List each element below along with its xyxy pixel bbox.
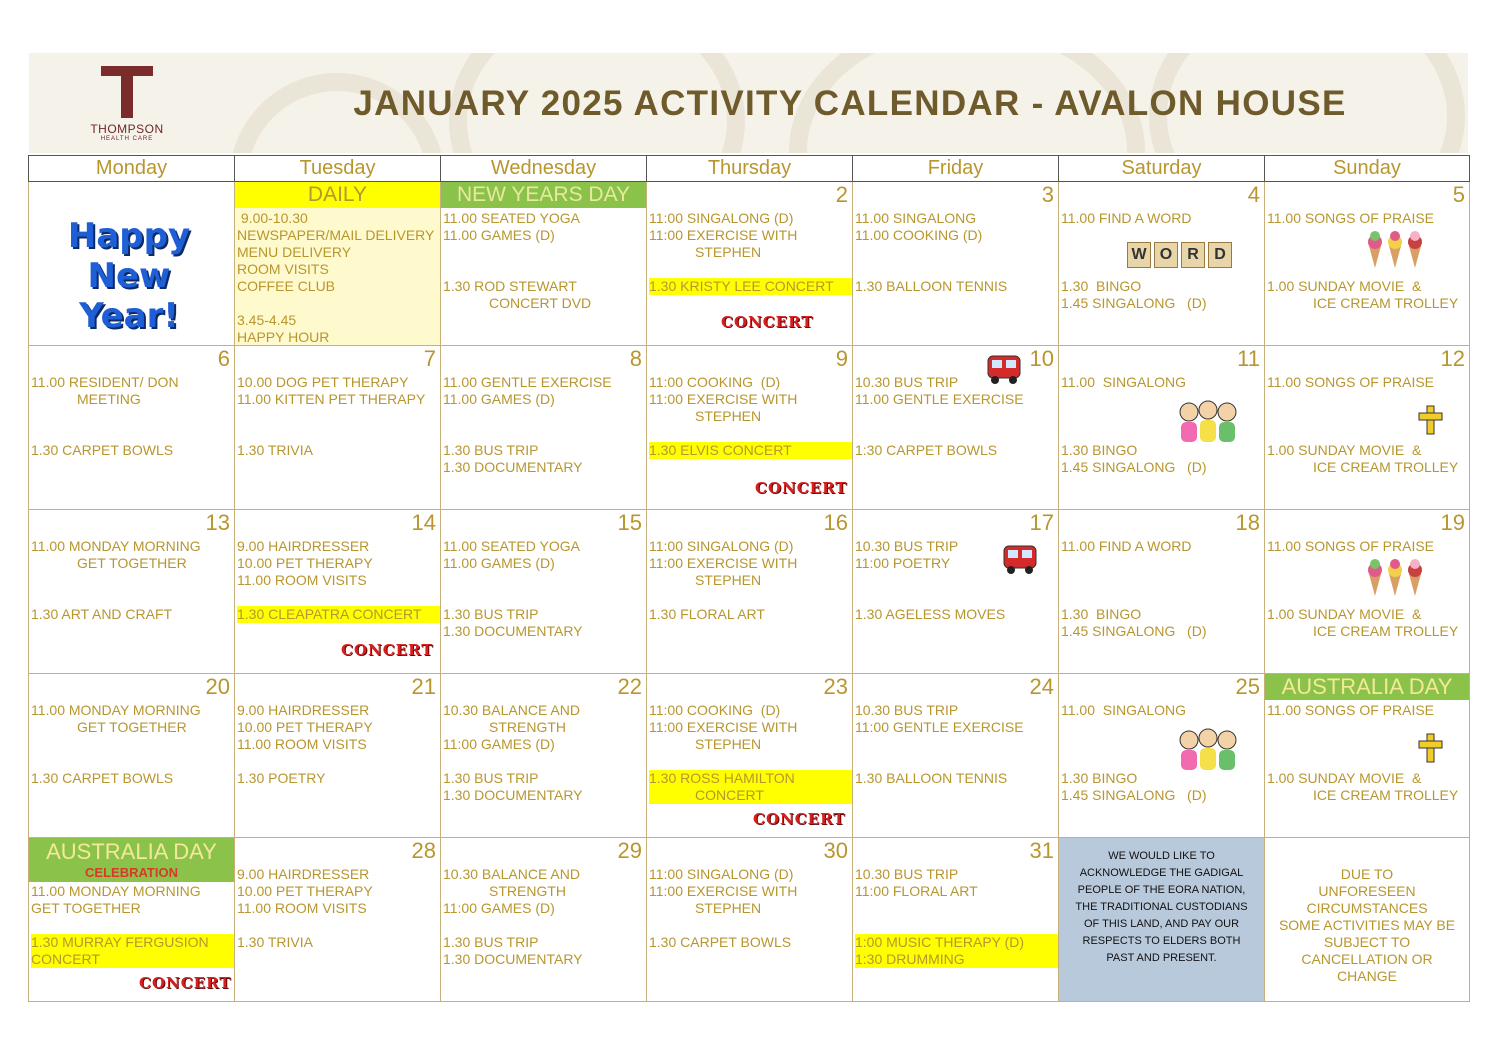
day-cell-thu-23 bbox=[647, 674, 853, 838]
word-tiles-icon: W O R D bbox=[1127, 242, 1232, 268]
activity-line bbox=[1061, 572, 1264, 589]
activity-line: 11.00 MONDAY MORNING bbox=[31, 538, 201, 554]
day-items bbox=[443, 866, 646, 968]
day-number: 11 bbox=[1237, 346, 1260, 371]
day-items bbox=[443, 702, 646, 804]
activity-line: 11:00 POETRY bbox=[855, 555, 951, 571]
day-items bbox=[31, 538, 234, 623]
activity-line: 11:00 EXERCISE WITH bbox=[649, 391, 798, 407]
day-cell-thu-9 bbox=[647, 346, 853, 510]
activity-line: PAST AND PRESENT. bbox=[1106, 952, 1217, 964]
day-number: 3 bbox=[1041, 182, 1054, 207]
day-cell-tue-28 bbox=[235, 838, 441, 1002]
activity-line: 1.30 CARPET BOWLS bbox=[31, 770, 174, 786]
activity-line: 9.00 HAIRDRESSER bbox=[237, 702, 370, 718]
day-number: 25 bbox=[1235, 674, 1260, 699]
activity-line: 10.30 BUS TRIP bbox=[855, 702, 959, 718]
day-items bbox=[443, 374, 646, 476]
day-cell-mon-13 bbox=[29, 510, 235, 674]
activity-line: STRENGTH bbox=[489, 883, 566, 899]
day-number: 30 bbox=[823, 838, 848, 863]
activity-line bbox=[443, 753, 646, 770]
activity-line: 11.00 SEATED YOGA bbox=[443, 538, 580, 554]
activity-line bbox=[1061, 589, 1264, 606]
activity-line: 11.00 SONGS OF PRAISE bbox=[1267, 538, 1435, 554]
activity-line: MEETING bbox=[77, 391, 141, 407]
activity-line: ICE CREAM TROLLEY bbox=[1313, 623, 1459, 639]
activity-line bbox=[649, 589, 852, 606]
activity-line: 9.00 HAIRDRESSER bbox=[237, 538, 370, 554]
day-number: 31 bbox=[1029, 838, 1054, 863]
activity-line: 11.00 GAMES (D) bbox=[443, 227, 555, 243]
activity-line bbox=[443, 917, 646, 934]
activity-line: 1.00 SUNDAY MOVIE & bbox=[1267, 442, 1422, 458]
day-items bbox=[237, 866, 440, 951]
activity-line: 11.00 KITTEN PET THERAPY bbox=[237, 391, 426, 407]
activity-line: PEOPLE OF THE EORA NATION, bbox=[1077, 884, 1246, 896]
activity-line: 1.30 CARPET BOWLS bbox=[649, 934, 792, 950]
activity-line: 10.30 BALANCE AND bbox=[443, 702, 580, 718]
day-cell-wed-22 bbox=[441, 674, 647, 838]
activity-line: 1.30 BUS TRIP bbox=[443, 770, 539, 786]
activity-line: 1.30 AGELESS MOVES bbox=[855, 606, 1006, 622]
activity-line bbox=[443, 261, 646, 278]
activity-line: SUBJECT TO bbox=[1323, 934, 1411, 950]
day-cell-mon-w1 bbox=[29, 182, 235, 346]
activity-line: ICE CREAM TROLLEY bbox=[1313, 459, 1459, 475]
activity-line: 1.30 BINGO bbox=[1061, 770, 1138, 786]
cross-icon bbox=[1415, 730, 1445, 764]
activity-line: 10.30 BUS TRIP bbox=[855, 538, 959, 554]
activity-line: 1.45 SINGALONG (D) bbox=[1061, 787, 1207, 803]
activity-line: HAPPY HOUR bbox=[237, 329, 330, 345]
concert-image: CONCERT bbox=[139, 974, 232, 992]
australia-day-label: AUSTRALIA DAY CELEBRATION bbox=[29, 838, 234, 882]
day-number: 28 bbox=[411, 838, 436, 863]
activity-line: 11.00 GENTLE EXERCISE bbox=[855, 391, 1024, 407]
activity-line: 1.30 BALLOON TENNIS bbox=[855, 278, 1008, 294]
activity-line: STEPHEN bbox=[695, 244, 762, 260]
activity-line bbox=[237, 425, 440, 442]
header-tuesday: Tuesday bbox=[235, 156, 441, 182]
activity-line: 11:00 SINGALONG (D) bbox=[649, 538, 794, 554]
activity-line: ICE CREAM TROLLEY bbox=[1313, 787, 1459, 803]
activity-line bbox=[31, 408, 234, 425]
activity-line: 11:00 COOKING (D) bbox=[649, 374, 781, 390]
activity-line bbox=[237, 753, 440, 770]
day-cell-mon-australia-day-celebration bbox=[29, 838, 235, 1002]
bus-icon bbox=[1001, 542, 1039, 576]
week-row-1 bbox=[29, 182, 1470, 346]
concert-image: CONCERT bbox=[753, 810, 846, 828]
day-items bbox=[649, 374, 852, 459]
activity-line bbox=[855, 753, 1058, 770]
day-cell-sat-4 bbox=[1059, 182, 1265, 346]
activity-line: 1.30 ROD STEWART bbox=[443, 278, 577, 294]
activity-line: MENU DELIVERY bbox=[237, 244, 352, 260]
activity-line bbox=[237, 408, 440, 425]
activity-line: 11.00 GAMES (D) bbox=[443, 391, 555, 407]
activity-line bbox=[855, 408, 1058, 425]
activity-line: RESPECTS TO ELDERS BOTH bbox=[1082, 935, 1241, 947]
day-number: 14 bbox=[411, 510, 436, 535]
activity-line bbox=[855, 736, 1058, 753]
activity-line: 11.00 SONGS OF PRAISE bbox=[1267, 210, 1435, 226]
activity-line: 11:00 GAMES (D) bbox=[443, 736, 555, 752]
acknowledgement-cell bbox=[1059, 838, 1265, 1002]
activity-line bbox=[649, 917, 852, 934]
activity-line bbox=[443, 408, 646, 425]
day-number: 18 bbox=[1235, 510, 1260, 535]
activity-line: 1.30 TRIVIA bbox=[237, 934, 314, 950]
activity-line: 11.00 GAMES (D) bbox=[443, 555, 555, 571]
activity-line: 11.00 SINGALONG bbox=[855, 210, 977, 226]
activity-line: 11:00 SINGALONG (D) bbox=[649, 210, 794, 226]
day-number: 4 bbox=[1247, 182, 1260, 207]
week-row-2 bbox=[29, 346, 1470, 510]
day-cell-sat-25 bbox=[1059, 674, 1265, 838]
activity-line: 1.45 SINGALONG (D) bbox=[1061, 623, 1207, 639]
day-cell-fri-10 bbox=[853, 346, 1059, 510]
activity-line: 1.30 BUS TRIP bbox=[443, 606, 539, 622]
day-cell-thu-30 bbox=[647, 838, 853, 1002]
week-row-4 bbox=[29, 674, 1470, 838]
day-number: 2 bbox=[835, 182, 848, 207]
activity-line: 10.30 BUS TRIP bbox=[855, 374, 959, 390]
header-friday: Friday bbox=[853, 156, 1059, 182]
activity-line: STEPHEN bbox=[695, 408, 762, 424]
activity-line: 11.00 ROOM VISITS bbox=[237, 572, 367, 588]
day-number: 6 bbox=[217, 346, 230, 371]
week-row-3 bbox=[29, 510, 1470, 674]
day-cell-tue-21 bbox=[235, 674, 441, 838]
day-items bbox=[443, 538, 646, 640]
day-cell-fri-17 bbox=[853, 510, 1059, 674]
day-items bbox=[649, 538, 852, 623]
activity-line: 1.00 SUNDAY MOVIE & bbox=[1267, 278, 1422, 294]
activity-line: 11:00 FLORAL ART bbox=[855, 883, 978, 899]
header-wednesday: Wednesday bbox=[441, 156, 647, 182]
activity-line: ROOM VISITS bbox=[237, 261, 329, 277]
ice-cream-icon bbox=[1365, 230, 1425, 270]
day-cell-thu-16 bbox=[647, 510, 853, 674]
concert-image: CONCERT bbox=[755, 479, 848, 497]
activity-line: UNFORESEEN bbox=[1318, 883, 1416, 899]
activity-line bbox=[855, 900, 1058, 917]
activity-line: 1.45 SINGALONG (D) bbox=[1061, 459, 1207, 475]
activity-line bbox=[443, 244, 646, 261]
day-number: 13 bbox=[205, 510, 230, 535]
activity-line: SOME ACTIVITIES MAY BE bbox=[1278, 917, 1456, 933]
activity-line: GET TOGETHER bbox=[77, 719, 187, 735]
day-items bbox=[649, 702, 852, 804]
day-number: 8 bbox=[629, 346, 642, 371]
day-cell-sat-11 bbox=[1059, 346, 1265, 510]
activity-line: 1.30 MURRAY FERGUSION bbox=[31, 934, 234, 951]
header-saturday: Saturday bbox=[1059, 156, 1265, 182]
cross-icon bbox=[1415, 402, 1445, 436]
activity-line: 10.00 DOG PET THERAPY bbox=[237, 374, 409, 390]
day-cell-fri-24 bbox=[853, 674, 1059, 838]
activity-line: 11:00 GAMES (D) bbox=[443, 900, 555, 916]
schedule-change-notice bbox=[1265, 866, 1469, 985]
logo-name: THOMPSON bbox=[90, 122, 164, 136]
day-items bbox=[855, 866, 1058, 968]
activity-line: 1.30 DOCUMENTARY bbox=[443, 951, 583, 967]
activity-line: 11.00 COOKING (D) bbox=[855, 227, 983, 243]
day-number: 15 bbox=[617, 510, 642, 535]
activity-line: 9.00 HAIRDRESSER bbox=[237, 866, 370, 882]
day-cell-wed-15 bbox=[441, 510, 647, 674]
singing-people-icon bbox=[1175, 726, 1241, 776]
activity-line: 11.00 FIND A WORD bbox=[1061, 210, 1192, 226]
day-items bbox=[443, 210, 646, 312]
day-cell-mon-6 bbox=[29, 346, 235, 510]
day-cell-thu-2 bbox=[647, 182, 853, 346]
daily-items bbox=[237, 210, 440, 346]
activity-line: 11.00 SINGALONG bbox=[1061, 702, 1187, 718]
bus-icon bbox=[985, 352, 1023, 386]
day-cell-tue-daily bbox=[235, 182, 441, 346]
activity-line: ICE CREAM TROLLEY bbox=[1313, 295, 1459, 311]
activity-line: 1.30 FLORAL ART bbox=[649, 606, 765, 622]
day-cell-tue-14 bbox=[235, 510, 441, 674]
activity-line: 11.00 RESIDENT/ DON bbox=[31, 374, 179, 390]
day-cell-sun-5 bbox=[1265, 182, 1470, 346]
day-items bbox=[649, 866, 852, 951]
activity-line: 11.00 SONGS OF PRAISE bbox=[1267, 374, 1435, 390]
activity-line: 11.00 SINGALONG bbox=[1061, 374, 1187, 390]
day-cell-sat-18 bbox=[1059, 510, 1265, 674]
day-cell-mon-20 bbox=[29, 674, 235, 838]
day-number: 7 bbox=[423, 346, 436, 371]
day-number: 22 bbox=[617, 674, 642, 699]
activity-line: ACKNOWLEDGE THE GADIGAL bbox=[1079, 867, 1244, 879]
activity-line: 11:00 SINGALONG (D) bbox=[649, 866, 794, 882]
concert-image: CONCERT bbox=[721, 313, 814, 331]
activity-line: CONCERT bbox=[649, 787, 852, 804]
header-sunday: Sunday bbox=[1265, 156, 1470, 182]
activity-line: OF THIS LAND, AND PAY OUR bbox=[1083, 918, 1240, 930]
activity-line: CANCELLATION OR bbox=[1301, 951, 1433, 967]
activity-line bbox=[855, 589, 1058, 606]
happy-new-year-image: Happy New Year! bbox=[67, 216, 191, 336]
activity-line: 1.30 BALLOON TENNIS bbox=[855, 770, 1008, 786]
australia-day-label: AUSTRALIA DAY bbox=[1265, 674, 1469, 700]
day-items bbox=[31, 883, 234, 968]
activity-line bbox=[649, 261, 852, 278]
activity-line: 11:00 EXERCISE WITH bbox=[649, 555, 798, 571]
activity-line: 11.00 ROOM VISITS bbox=[237, 736, 367, 752]
activity-line: 11.00 GENTLE EXERCISE bbox=[443, 374, 612, 390]
activity-line: 1.00 SUNDAY MOVIE & bbox=[1267, 606, 1422, 622]
day-number: 29 bbox=[617, 838, 642, 863]
activity-line: 1.30 BINGO bbox=[1061, 278, 1142, 294]
activity-line bbox=[31, 589, 234, 606]
ice-cream-icon bbox=[1365, 558, 1425, 598]
activity-line: 10.00 PET THERAPY bbox=[237, 883, 373, 899]
activity-line: 11.00 ROOM VISITS bbox=[237, 900, 367, 916]
activity-line: 10.30 BALANCE AND bbox=[443, 866, 580, 882]
activity-line: STEPHEN bbox=[695, 900, 762, 916]
activity-line: 1.30 BUS TRIP bbox=[443, 442, 539, 458]
concert-image: CONCERT bbox=[341, 641, 434, 659]
activity-line: 10.00 PET THERAPY bbox=[237, 555, 373, 571]
activity-line: 11:00 GENTLE EXERCISE bbox=[855, 719, 1024, 735]
day-items bbox=[237, 702, 440, 787]
activity-line: 3.45-4.45 bbox=[237, 312, 297, 328]
page-title: JANUARY 2025 ACTIVITY CALENDAR - AVALON HOUSE bbox=[353, 84, 1347, 123]
activity-line: THE TRADITIONAL CUSTODIANS bbox=[1075, 901, 1248, 913]
thompson-logo bbox=[80, 66, 174, 146]
daily-label: DAILY bbox=[235, 182, 440, 208]
notice-cell bbox=[1265, 838, 1470, 1002]
logo-t-icon bbox=[101, 66, 153, 118]
celebration-label: CELEBRATION bbox=[85, 865, 178, 880]
activity-line bbox=[31, 425, 234, 442]
day-items bbox=[855, 702, 1058, 787]
day-cell-fri-3 bbox=[853, 182, 1059, 346]
activity-line: 11.00 SONGS OF PRAISE bbox=[1267, 702, 1435, 718]
day-items bbox=[237, 374, 440, 459]
activity-line: CIRCUMSTANCES bbox=[1306, 900, 1428, 916]
day-number: 19 bbox=[1440, 510, 1465, 535]
activity-line: COFFEE CLUB bbox=[237, 278, 336, 294]
activity-line bbox=[31, 917, 234, 934]
activity-line bbox=[237, 917, 440, 934]
activity-line: STRENGTH bbox=[489, 719, 566, 735]
day-items bbox=[237, 538, 440, 623]
day-number: 10 bbox=[1029, 346, 1054, 371]
activity-line: 1.30 CARPET BOWLS bbox=[31, 442, 174, 458]
activity-line bbox=[855, 425, 1058, 442]
day-number: 23 bbox=[823, 674, 848, 699]
activity-line bbox=[1061, 555, 1264, 572]
activity-line: CONCERT DVD bbox=[489, 295, 592, 311]
day-number: 5 bbox=[1452, 182, 1465, 207]
day-cell-sun-19 bbox=[1265, 510, 1470, 674]
day-items bbox=[31, 374, 234, 459]
activity-line bbox=[31, 572, 234, 589]
activity-line: CONCERT bbox=[31, 951, 234, 968]
activity-line: 11:00 EXERCISE WITH bbox=[649, 227, 798, 243]
activity-line bbox=[855, 261, 1058, 278]
activity-line: 1.30 DOCUMENTARY bbox=[443, 459, 583, 475]
day-cell-wed-8 bbox=[441, 346, 647, 510]
activity-line bbox=[649, 425, 852, 442]
activity-line bbox=[649, 753, 852, 770]
activity-line bbox=[443, 589, 646, 606]
activity-line: 1.30 KRISTY LEE CONCERT bbox=[649, 278, 852, 295]
day-items bbox=[31, 702, 234, 787]
activity-line bbox=[855, 917, 1058, 934]
activity-line: 1.30 TRIVIA bbox=[237, 442, 314, 458]
activity-line: 1.30 POETRY bbox=[237, 770, 326, 786]
activity-line: 1.30 DOCUMENTARY bbox=[443, 623, 583, 639]
header-thursday: Thursday bbox=[647, 156, 853, 182]
logo-subtitle: HEALTH CARE bbox=[100, 136, 154, 142]
activity-line bbox=[443, 425, 646, 442]
day-cell-sun-australia-day bbox=[1265, 674, 1470, 838]
activity-line: 1.00 SUNDAY MOVIE & bbox=[1267, 770, 1422, 786]
activity-line bbox=[31, 736, 234, 753]
activity-line: WE WOULD LIKE TO bbox=[1108, 850, 1215, 862]
activity-line bbox=[237, 589, 440, 606]
day-items bbox=[649, 210, 852, 295]
day-cell-sun-12 bbox=[1265, 346, 1470, 510]
activity-line: 1.30 CLEAPATRA CONCERT bbox=[237, 606, 440, 623]
activity-line bbox=[443, 572, 646, 589]
activity-line: 11.00 MONDAY MORNING bbox=[31, 883, 201, 899]
activity-line bbox=[237, 295, 440, 312]
activity-line: STEPHEN bbox=[695, 736, 762, 752]
activity-line: 1:00 MUSIC THERAPY (D) bbox=[855, 934, 1058, 951]
activity-line: 11.00 MONDAY MORNING bbox=[31, 702, 201, 718]
activity-line: 10.30 BUS TRIP bbox=[855, 866, 959, 882]
activity-line: STEPHEN bbox=[695, 572, 762, 588]
singing-people-icon bbox=[1175, 398, 1241, 448]
activity-line: 1.30 DOCUMENTARY bbox=[443, 787, 583, 803]
day-number: 20 bbox=[205, 674, 230, 699]
activity-line: CHANGE bbox=[1337, 968, 1397, 984]
country-acknowledgement bbox=[1059, 838, 1264, 1001]
header-monday: Monday bbox=[29, 156, 235, 182]
new-years-day-label: NEW YEARS DAY bbox=[441, 182, 646, 208]
activity-line: 1.30 ROSS HAMILTON bbox=[649, 770, 852, 787]
activity-line: GET TOGETHER bbox=[31, 900, 141, 916]
activity-line: 1.30 ELVIS CONCERT bbox=[649, 442, 852, 459]
activity-line: 11.00 SEATED YOGA bbox=[443, 210, 580, 226]
day-number: 12 bbox=[1440, 346, 1465, 371]
weekday-header-row bbox=[29, 156, 1470, 182]
activity-line: 1:30 CARPET BOWLS bbox=[855, 442, 998, 458]
day-number: 24 bbox=[1029, 674, 1054, 699]
activity-line: GET TOGETHER bbox=[77, 555, 187, 571]
day-cell-tue-7 bbox=[235, 346, 441, 510]
day-cell-wed-1 bbox=[441, 182, 647, 346]
activity-line: 1.45 SINGALONG (D) bbox=[1061, 295, 1207, 311]
day-cell-wed-29 bbox=[441, 838, 647, 1002]
day-items bbox=[855, 210, 1058, 295]
activity-line: 1:30 DRUMMING bbox=[855, 951, 1058, 968]
day-cell-fri-31 bbox=[853, 838, 1059, 1002]
activity-line: NEWSPAPER/MAIL DELIVERY bbox=[237, 227, 435, 243]
activity-line: 11:00 EXERCISE WITH bbox=[649, 883, 798, 899]
activity-line: 1.30 ART AND CRAFT bbox=[31, 606, 173, 622]
activity-line: 1.30 BUS TRIP bbox=[443, 934, 539, 950]
day-number: 16 bbox=[823, 510, 848, 535]
day-number: 21 bbox=[411, 674, 436, 699]
activity-line bbox=[855, 244, 1058, 261]
activity-calendar bbox=[28, 155, 1470, 1002]
day-number: 9 bbox=[835, 346, 848, 371]
week-row-5 bbox=[29, 838, 1470, 1002]
activity-line: 11:00 COOKING (D) bbox=[649, 702, 781, 718]
day-items bbox=[855, 374, 1058, 459]
activity-line: 1.30 BINGO bbox=[1061, 606, 1142, 622]
day-items bbox=[1061, 538, 1264, 640]
activity-line: 11:00 EXERCISE WITH bbox=[649, 719, 798, 735]
activity-line: 9.00-10.30 bbox=[237, 210, 308, 226]
activity-line bbox=[31, 753, 234, 770]
activity-line: DUE TO bbox=[1340, 866, 1394, 882]
activity-line: 1.30 BINGO bbox=[1061, 442, 1138, 458]
activity-line: 11.00 FIND A WORD bbox=[1061, 538, 1192, 554]
day-number: 17 bbox=[1029, 510, 1054, 535]
activity-line: 10.00 PET THERAPY bbox=[237, 719, 373, 735]
